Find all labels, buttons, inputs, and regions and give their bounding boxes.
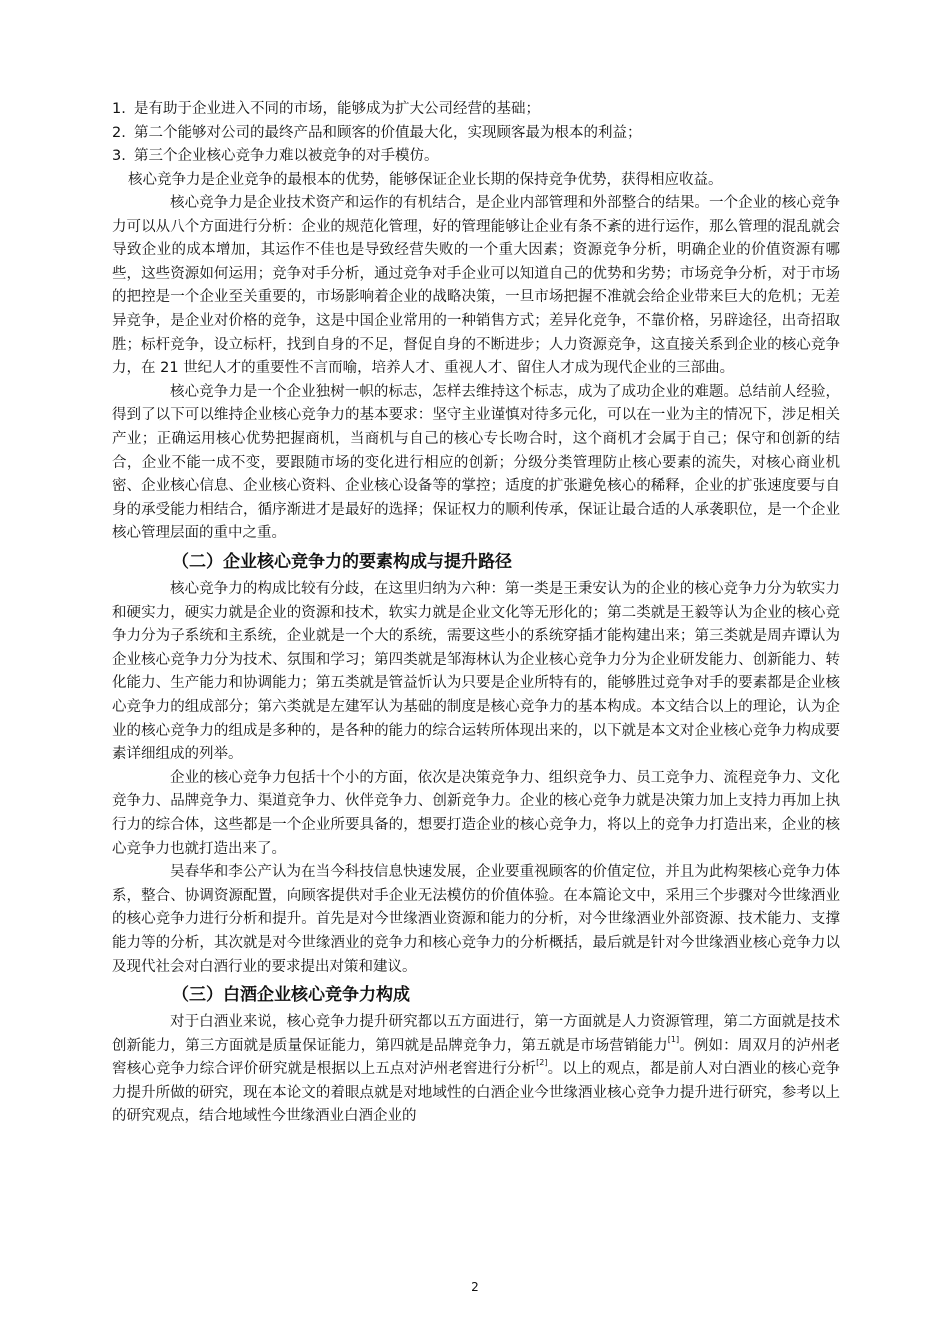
citation-1[interactable]: [1] [667,1034,680,1044]
paragraph-core-advantage: 核心竞争力是企业竞争的最根本的优势，能够保证企业长期的保持竞争优势，获得相应收益。 [128,171,723,188]
paragraph-baijiu-research [112,1011,840,1129]
section-heading-elements: （二）企业核心竞争力的要素构成与提升路径 [172,552,512,572]
paragraph-ten-aspects: 企业的核心竞争力包括十个小的方面，依次是决策竞争力、组织竞争力、员工竞争力、流程竞争力、文化竞争力、品牌竞争力、渠道竞争力、伙伴竞争力、创新竞争力。企业的核心竞争力就是决策力加上支持力再加上执行力的综合体，这些都是一个企业所要具备的，想要打造企业的核心竞争力，将以上的竞争力打造出来，企业的核心竞争力也就打造出来了。 [112,769,840,857]
paragraph-maintain-requirements: 核心竞争力是一个企业独树一帜的标志，怎样去维持这个标志，成为了成功企业的难题。总结前人经验，得到了以下可以维持企业核心竞争力的基本要求：坚守主业谨慎对待多元化，可以在一业为主的情况下，涉足相关产业；正确运用核心优势把握商机，当商机与自己的核心专长吻合时，这个商机才会属于自己；保守和创新的结合，企业不能一成不变，要跟随市场的变化进行相应的创新；分级分类管理防止核心要素的流失，对核心商业机密、企业核心信息、企业核心资料、企业核心设备等的掌控；适度的扩张避免核心的稀释，企业的扩张速度要与自身的承受能力相结合，循序渐进才是最好的选择；保证权力的顺利传承，保证让最合适的人承袭职位，是一个企业核心管理层面的重中之重。 [112,383,840,542]
document-page [112,98,840,1129]
list-text: 第三个企业核心竞争力难以被竞争的对手模仿。 [134,148,439,164]
list-item [112,122,840,146]
paragraph-eight-aspects: 核心竞争力是企业技术资产和运作的有机结合，是企业内部管理和外部整合的结果。一个企业的核心竞争力可以从八个方面进行分析：企业的规范化管理，好的管理能够让企业有条不紊的进行运作，那么管理的混乱就会导致企业的成本增加，其运作不佳也是导致经营失败的一个重大因素；资源竞争分析，明确企业的价值资源有哪些，这些资源如何运用；竞争对手分析，通过竞争对手企业可以知道自己的优势和劣势；市场竞争分析，对于市场的把控是一个企业至关重要的，市场影响着企业的战略决策，一旦市场把握不准就会给企业带来巨大的危机；无差异竞争，是企业对价格的竞争，这是中国企业常用的一种销售方式；差异化竞争，不靠价格，另辟途径，出奇招取胜；标杆竞争，设立标杆，找到自身的不足，督促自身的不断进步；人力资源竞争，这直接关系到企业的核心竞争力，在 21 世纪人才的重要性不言而喻，培养人才、重视人才、留住人才成为现代企业的三部曲。 [112,195,840,377]
citation-2[interactable]: [2] [536,1058,548,1068]
list-text: 第二个能够对公司的最终产品和顾客的价值最大化，实现顾客最为根本的利益； [134,124,642,141]
list-text: 是有助于企业进入不同的市场，能够成为扩大公司经营的基础； [134,101,540,117]
list-number: 2. [112,124,126,141]
page-number: 2 [471,1280,479,1294]
list-number: 1. [112,101,126,117]
paragraph-text: 。以上的观点，都是前人对白酒业的核心竞争力提升所做的研究，现在本论文的着眼点就是对地域性的白酒企业今世缘酒业核心竞争力提升进行研究，参考以上的研究观点，结合地域性今世缘酒业白酒企业的 [112,1061,840,1125]
paragraph-text: 对于白酒业来说，核心竞争力提升研究都以五方面进行，第一方面就是人力资源管理，第二方面就是技术创新能力，第三方面就是质量保证能力，第四就是品牌竞争力，第五就是市场营销能力 [112,1014,840,1054]
section-heading-baijiu: （三）白酒企业核心竞争力构成 [172,985,410,1006]
list-item [112,98,840,122]
list-item [112,145,840,169]
list-number: 3. [112,148,126,164]
paragraph-three-steps: 吴春华和李公产认为在当今科技信息快速发展，企业要重视顾客的价值定位，并且为此构架核心竞争力体系，整合、协调资源配置，向顾客提供对手企业无法模仿的价值体验。在本篇论文中，采用三个步骤对今世缘酒业的核心竞争力进行分析和提升。首先是对今世缘酒业资源和能力的分析，对今世缘酒业外部资源、技术能力、支撑能力等的分析，其次就是对今世缘酒业的竞争力和核心竞争力的分析概括，最后就是针对今世缘酒业核心竞争力以及现代社会对白酒行业的要求提出对策和建议。 [112,864,840,975]
paragraph-text: 。例如：周双月的泸州老窖核心竞争力综合评价研究就是根据以上五点对泸州老窖进行分析 [112,1037,841,1078]
paragraph-six-types: 核心竞争力的构成比较有分歧，在这里归纳为六种：第一类是王秉安认为的企业的核心竞争力分为软实力和硬实力，硬实力就是企业的资源和技术，软实力就是企业文化等无形化的；第二类就是王毅等认为企业的核心竞争力分为子系统和主系统，企业就是一个大的系统，需要这些小的系统穿插才能构建出来；第三类就是周卉谭认为企业核心竞争力分为技术、氛围和学习；第四类就是邹海林认为企业核心竞争力分为企业研发能力、创新能力、转化能力、生产能力和协调能力；第五类就是管益忻认为只要是企业所特有的，能够胜过竞争对手的要素都是企业核心竞争力的组成部分；第六类就是左建军认为基础的制度是核心竞争力的基本构成。本文结合以上的理论，认为企业的核心竞争力的组成是多种的，是各种的能力的综合运转所体现出来的，以下就是本文对企业核心竞争力构成要素详细组成的列举。 [112,581,840,763]
